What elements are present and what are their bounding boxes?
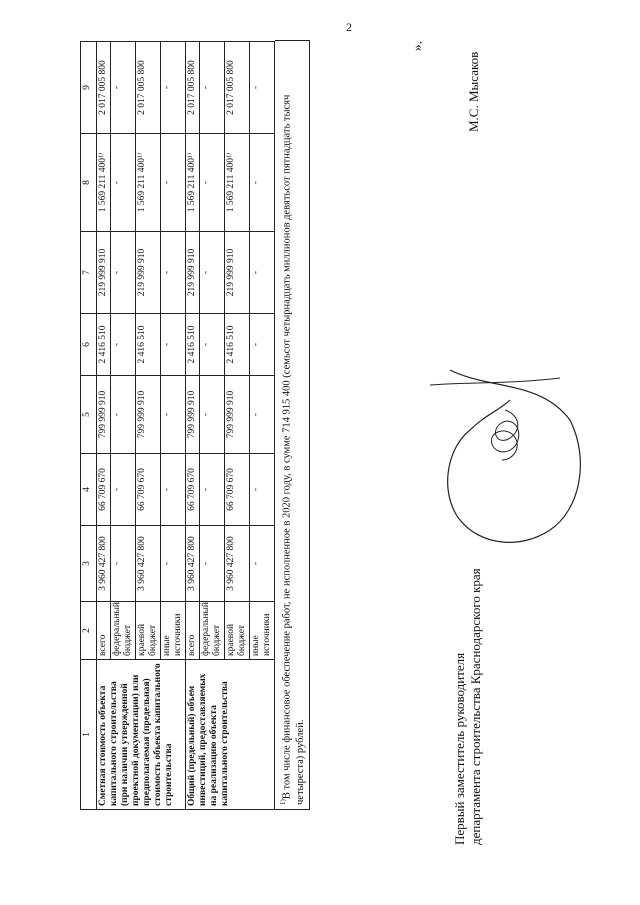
value-cell: -	[250, 42, 275, 134]
source-cell: иные источники	[250, 602, 275, 660]
page-number: 2	[346, 20, 352, 34]
signatory-name: М.С. Мысаков	[466, 51, 481, 132]
value-cell: 2 017 005 800	[136, 42, 161, 134]
value-cell: -	[200, 42, 225, 134]
value-cell: 2 416 510	[186, 314, 200, 376]
value-cell: 1 569 211 400¹⁾	[136, 134, 161, 232]
value-cell: 3 960 427 800	[225, 526, 250, 602]
handwritten-signature	[410, 360, 590, 560]
rotated-table-block	[80, 42, 420, 810]
value-cell: -	[111, 134, 136, 232]
signatory-position-line1: Первый заместитель руководителя	[452, 652, 467, 845]
value-cell: -	[250, 454, 275, 526]
value-cell: 799 999 910	[186, 376, 200, 454]
source-cell: всего	[97, 602, 111, 660]
value-cell: -	[250, 232, 275, 314]
value-cell: -	[111, 376, 136, 454]
col-number: 5	[81, 376, 97, 454]
source-cell: федеральный бюджет	[111, 602, 136, 660]
value-cell: -	[250, 376, 275, 454]
value-cell: -	[161, 454, 186, 526]
col-number: 3	[81, 526, 97, 602]
value-cell: 2 017 005 800	[225, 42, 250, 134]
col-number: 9	[81, 42, 97, 134]
value-cell: 66 709 670	[225, 454, 250, 526]
table-row	[186, 42, 200, 810]
value-cell: 2 416 510	[97, 314, 111, 376]
value-cell: -	[200, 232, 225, 314]
value-cell: 3 960 427 800	[186, 526, 200, 602]
value-cell: -	[200, 454, 225, 526]
value-cell: -	[200, 526, 225, 602]
value-cell: -	[161, 134, 186, 232]
value-cell: -	[161, 376, 186, 454]
value-cell: 799 999 910	[225, 376, 250, 454]
value-cell: -	[250, 314, 275, 376]
value-cell: 2 416 510	[225, 314, 250, 376]
value-cell: 1 569 211 400¹⁾	[225, 134, 250, 232]
value-cell: 2 017 005 800	[97, 42, 111, 134]
value-cell: 66 709 670	[186, 454, 200, 526]
value-cell: -	[250, 526, 275, 602]
source-cell: краевой бюджет	[136, 602, 161, 660]
value-cell: -	[200, 314, 225, 376]
value-cell: 219 999 910	[136, 232, 161, 314]
value-cell: 3 960 427 800	[136, 526, 161, 602]
source-cell: всего	[186, 602, 200, 660]
col-number: 2	[81, 602, 97, 660]
value-cell: -	[250, 134, 275, 232]
col-number: 8	[81, 134, 97, 232]
footnote-text: В том числе финансовое обеспечение работ, не исполненное в 2020 году, в сумме 714 915 400 (семьсот четырнадцать миллионов девятьсот пятнадцать тысяч четыреста) рублей.	[281, 94, 306, 805]
value-cell: 219 999 910	[97, 232, 111, 314]
value-cell: 66 709 670	[136, 454, 161, 526]
row-label: Общий (предельный) объем инвестиций, предоставляемых на реализацию объекта капитального строительства	[186, 660, 275, 810]
col-number: 6	[81, 314, 97, 376]
value-cell: -	[161, 42, 186, 134]
value-cell: 219 999 910	[186, 232, 200, 314]
value-cell: -	[111, 42, 136, 134]
value-cell: 3 960 427 800	[97, 526, 111, 602]
value-cell: -	[200, 376, 225, 454]
closing-quote-mark: ».	[410, 40, 426, 52]
col-number: 1	[81, 660, 97, 810]
value-cell: 799 999 910	[136, 376, 161, 454]
source-cell: федеральный бюджет	[200, 602, 225, 660]
source-cell: иные источники	[161, 602, 186, 660]
signatory-position-line2: департамента строительства Краснодарского края	[468, 568, 483, 845]
value-cell: 2 416 510	[136, 314, 161, 376]
footnote-marker: 1)	[279, 799, 287, 805]
value-cell: -	[111, 526, 136, 602]
row-label: Сметная стоимость объекта капитального строительства (при наличии утвержденной проектной документации) или предполагаемая (предельная) стоимость объекта капитального строительства	[97, 660, 186, 810]
value-cell: -	[200, 134, 225, 232]
value-cell: 2 017 005 800	[186, 42, 200, 134]
value-cell: -	[161, 526, 186, 602]
column-number-row	[81, 42, 97, 810]
value-cell: 66 709 670	[97, 454, 111, 526]
source-cell: краевой бюджет	[225, 602, 250, 660]
value-cell: 1 569 211 400¹⁾	[97, 134, 111, 232]
table-footnote	[275, 40, 310, 810]
value-cell: -	[111, 314, 136, 376]
col-number: 7	[81, 232, 97, 314]
value-cell: 799 999 910	[97, 376, 111, 454]
value-cell: -	[111, 232, 136, 314]
value-cell: 1 569 211 400¹⁾	[186, 134, 200, 232]
col-number: 4	[81, 454, 97, 526]
value-cell: -	[111, 454, 136, 526]
value-cell: -	[161, 232, 186, 314]
investment-table	[80, 41, 275, 810]
value-cell: -	[161, 314, 186, 376]
value-cell: 219 999 910	[225, 232, 250, 314]
table-row	[97, 42, 111, 810]
